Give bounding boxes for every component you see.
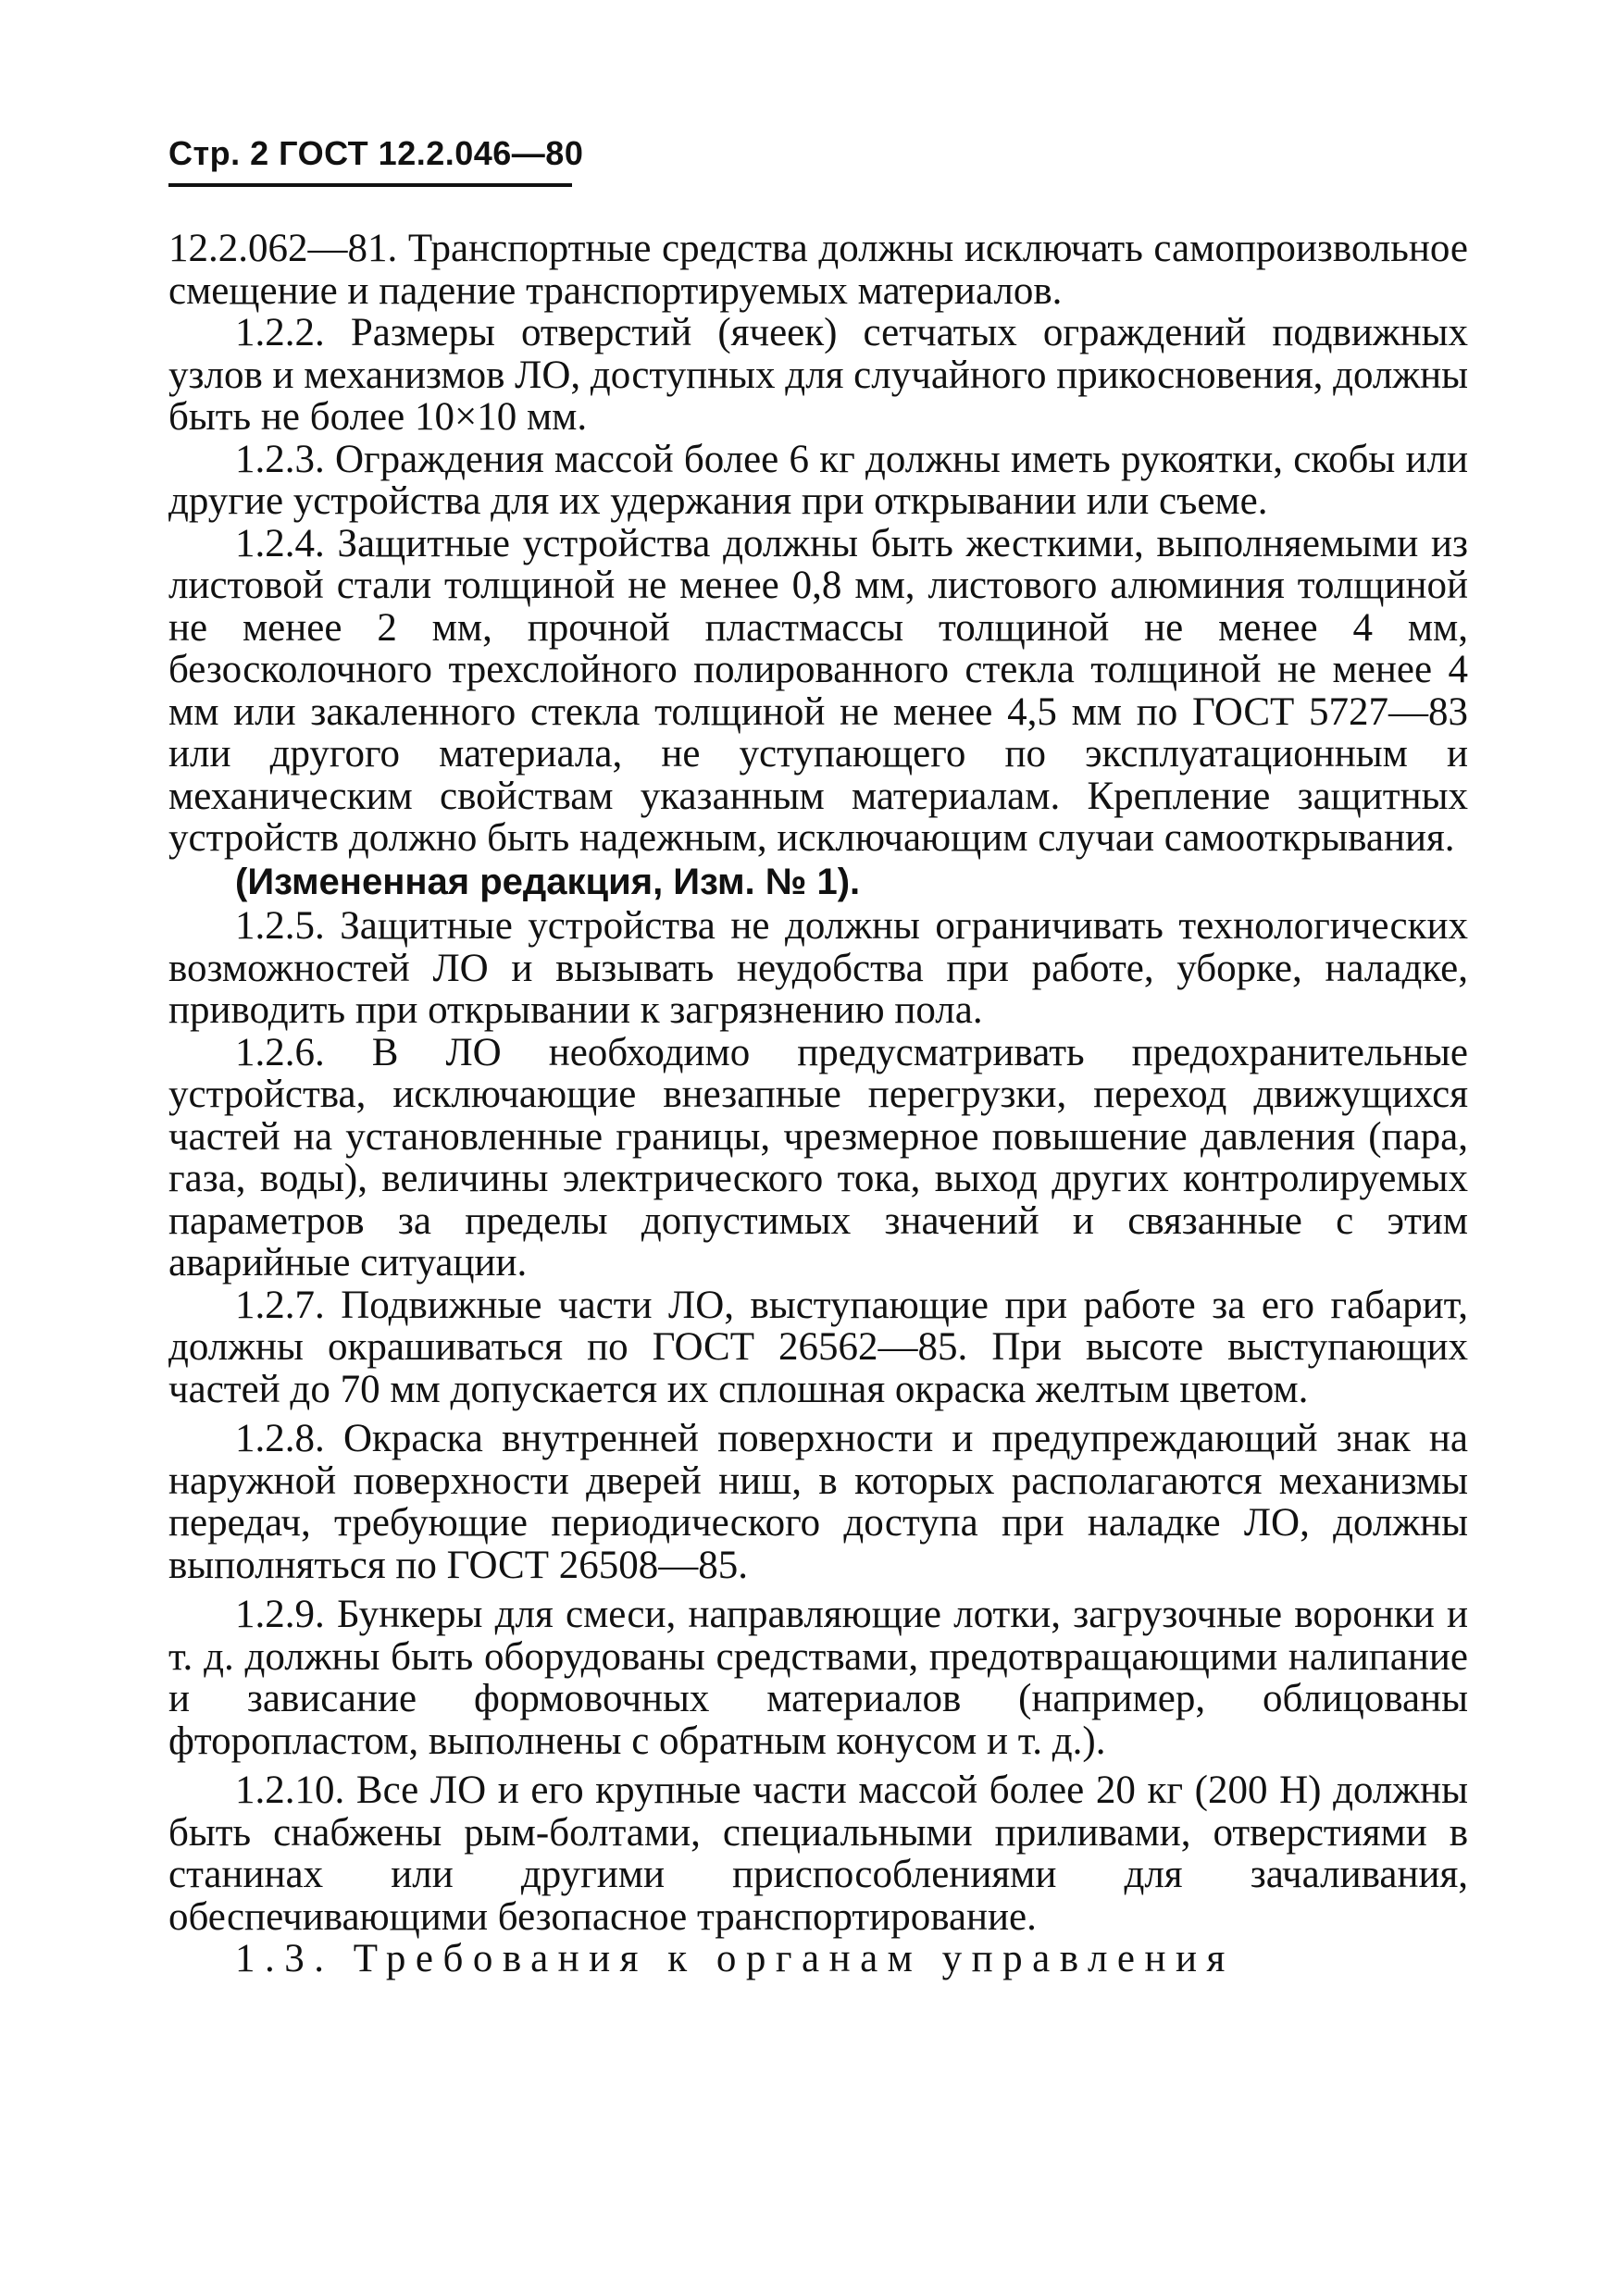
document-body — [168, 228, 1468, 1980]
amendment-note: (Измененная редакция, Изм. № 1). — [235, 861, 861, 902]
section-heading-1-3: 1.3. Требования к органам управления — [235, 1937, 1235, 1980]
paragraph-1-2-4: 1.2.4. Защитные устройства должны быть жесткими, выполняемыми из листовой стали толщиной не менее 0,8 мм, листового алюминия толщиной не менее 2 мм, прочной пластмассы толщиной не менее 4 мм, безосколочного трехслойного полированного стекла толщиной не менее 4 мм или закаленного стекла толщиной не менее 4,5 мм по ГОСТ 5727—83 или другого материала, не уступающего по эксплуатационным и механическим свойствам указанным материалам. Крепление защитных устройств должно быть надежным, исключающим случаи самооткрывания. — [168, 521, 1468, 860]
paragraph-1-2-10: 1.2.10. Все ЛО и его крупные части массой более 20 кг (200 Н) должны быть снабжены рым-болтами, специальными приливами, отверстиями в станинах или другими приспособлениями для зачаливания, обеспечивающими безопасное транспортирование. — [168, 1769, 1468, 1939]
paragraph-1-2-7: 1.2.7. Подвижные части ЛО, выступающие при работе за его габарит, должны окрашиваться по ГОСТ 26562—85. При высоте выступающих частей до 70 мм допускается их сплошная окраска желтым цветом. — [168, 1283, 1468, 1411]
paragraph-1-2-2: 1.2.2. Размеры отверстий (ячеек) сетчатых ограждений подвижных узлов и механизмов ЛО, доступных для случайного прикосновения, должны быть не более 10×10 мм. — [168, 311, 1468, 439]
paragraph-1-2-6: 1.2.6. В ЛО необходимо предусматривать предохранительные устройства, исключающие внезапные перегрузки, переход движущихся частей на установленные границы, чрезмерное повышение давления (пара, газа, воды), величины электрического тока, выход других контролируемых параметров за пределы допустимых значений и связанные с этим аварийные ситуации. — [168, 1030, 1468, 1285]
paragraph-1-2-3: 1.2.3. Ограждения массой более 6 кг должны иметь рукоятки, скобы или другие устройства для их удержания при открывании или съеме. — [168, 437, 1468, 523]
paragraph-1-2-5: 1.2.5. Защитные устройства не должны ограничивать технологических возможностей ЛО и вызывать неудобства при работе, уборке, наладке, приводить при открывании к загрязнению пола. — [168, 904, 1468, 1032]
paragraph-1-2-8: 1.2.8. Окраска внутренней поверхности и предупреждающий знак на наружной поверхности дверей ниш, в которых располагаются механизмы передач, требующие периодического доступа при наладке ЛО, должны выполняться по ГОСТ 26508—85. — [168, 1417, 1468, 1587]
paragraph-continuation: 12.2.062—81. Транспортные средства должны исключать самопроизвольное смещение и падение транспортируемых материалов. — [168, 227, 1468, 313]
header-rule — [168, 183, 572, 187]
paragraph-1-2-9: 1.2.9. Бункеры для смеси, направляющие лотки, загрузочные воронки и т. д. должны быть оборудованы средствами, предотвращающими налипание и зависание формовочных материалов (например, облицованы фторопластом, выполнены с обратным конусом и т. д.). — [168, 1593, 1468, 1763]
page-header: Стр. 2 ГОСТ 12.2.046—80 — [168, 134, 584, 172]
